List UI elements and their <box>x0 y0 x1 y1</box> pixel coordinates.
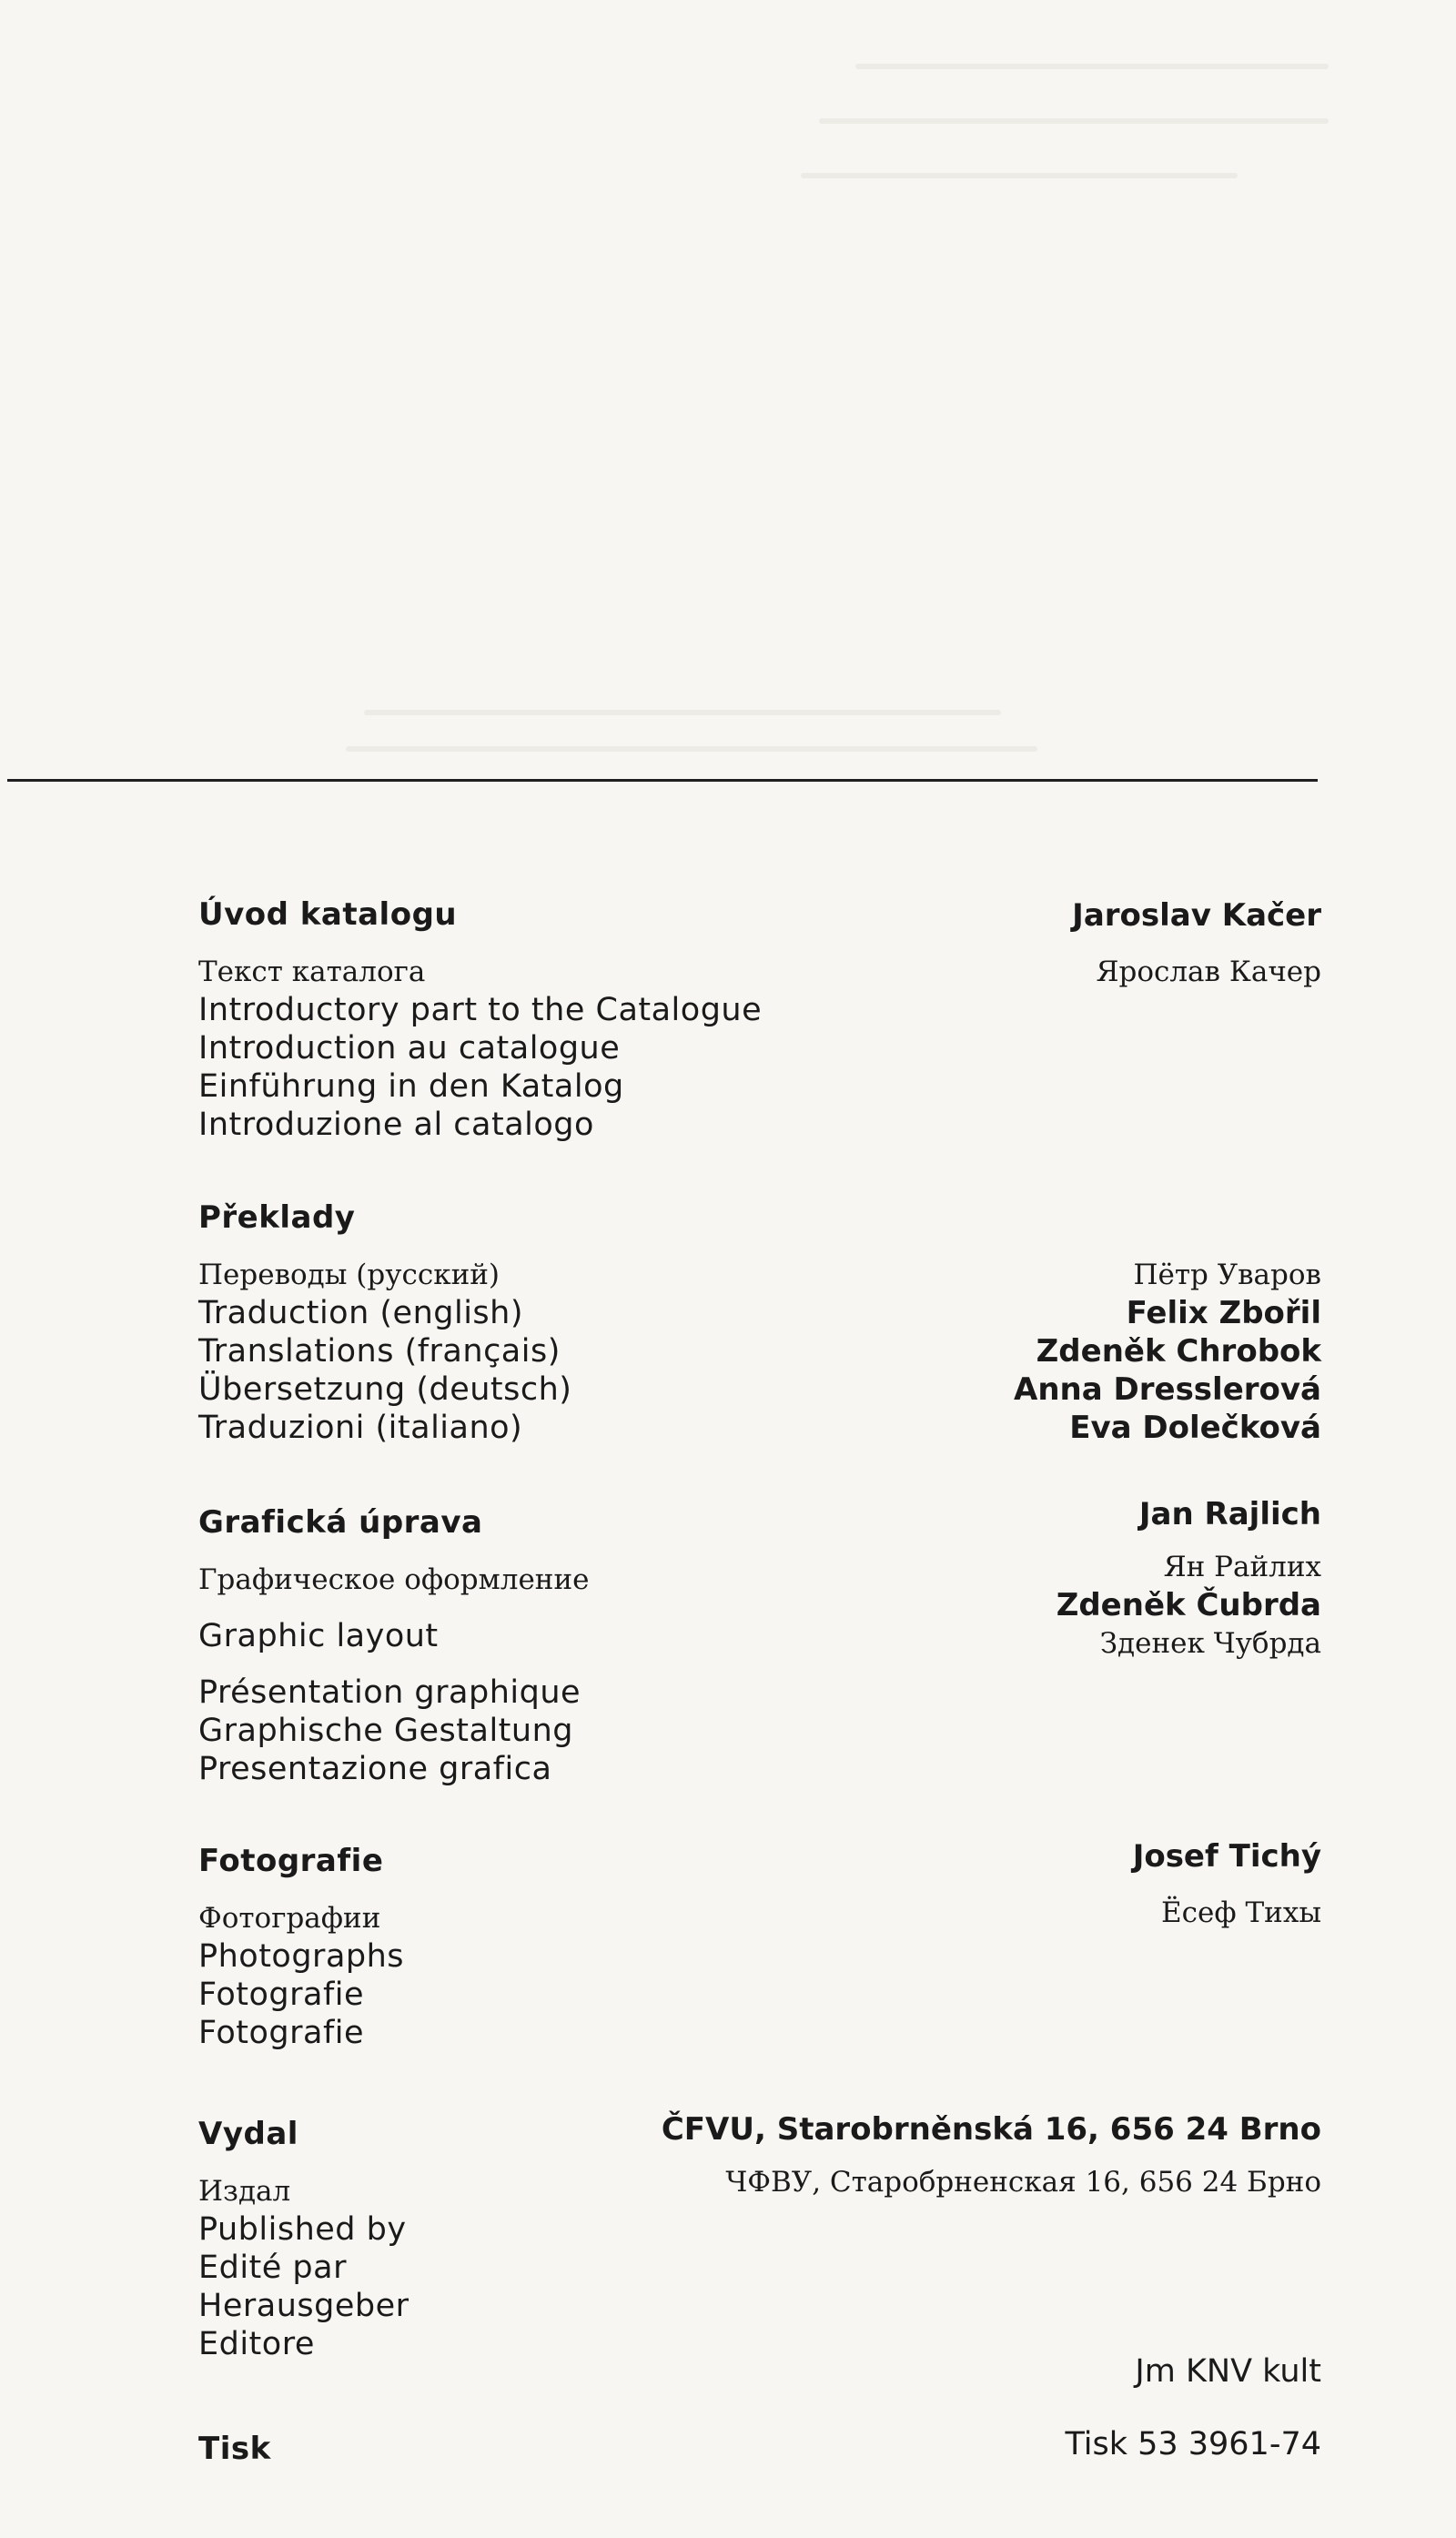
author-name: Jaroslav Kačer <box>1072 897 1321 934</box>
label-en: Published by <box>198 2211 407 2248</box>
photographer-name-ru: Ёсеф Тихы <box>1161 1896 1321 1929</box>
publisher-address: ČFVU, Starobrněnská 16, 656 24 Brno <box>661 2111 1321 2148</box>
label-it: Traduzioni (italiano) <box>198 1410 523 1446</box>
label-de: Graphische Gestaltung <box>198 1713 573 1749</box>
show-through-mark <box>801 173 1238 178</box>
section-graficka-right <box>630 1495 1321 1663</box>
show-through-mark <box>346 746 1037 752</box>
label-ru: Графическое оформление <box>198 1563 590 1596</box>
label-fr: Introduction au catalogue <box>198 1030 621 1067</box>
designer-name-2-ru: Зденек Чубрда <box>1099 1627 1321 1660</box>
print-number: Tisk 53 3961-74 <box>1065 2426 1321 2462</box>
show-through-mark <box>819 118 1329 124</box>
label-de: Herausgeber <box>198 2288 410 2324</box>
label-ru: Издал <box>198 2175 291 2208</box>
publisher-address-ru: ЧФВУ, Старобрненская 16, 656 24 Брно <box>725 2166 1321 2199</box>
printer-name: Jm KNV kult <box>1135 2353 1321 2390</box>
label-ru: Переводы (русский) <box>198 1259 500 1291</box>
author-name-ru: Ярослав Качер <box>1096 956 1321 988</box>
section-uvod-right <box>630 896 1321 991</box>
translator-fr: Zdeněk Chrobok <box>1036 1333 1321 1370</box>
label-fr: Edité par <box>198 2250 347 2286</box>
section-heading: Fotografie <box>198 1843 384 1879</box>
section-fotografie-right <box>630 1837 1321 1932</box>
section-heading: Překlady <box>198 1199 356 1236</box>
section-heading: Grafická úprava <box>198 1504 483 1541</box>
section-heading: Úvod katalogu <box>198 896 458 933</box>
label-ru: Текст каталога <box>198 956 426 988</box>
label-fr: Fotografie <box>198 1977 365 2013</box>
label-it: Introduzione al catalogo <box>198 1107 594 1143</box>
label-it: Fotografie <box>198 2015 365 2051</box>
translator-it: Eva Dolečková <box>1069 1410 1321 1446</box>
label-en: Graphic layout <box>198 1618 439 1654</box>
label-ru: Фотографии <box>198 1902 381 1935</box>
designer-name: Jan Rajlich <box>1138 1496 1321 1532</box>
section-vydal-right <box>630 2110 1321 2201</box>
label-de: Einführung in den Katalog <box>198 1068 624 1105</box>
section-preklady-right <box>630 1256 1321 1447</box>
label-en: Photographs <box>198 1938 405 1975</box>
label-fr: Présentation graphique <box>198 1674 581 1711</box>
translator-de: Anna Dresslerová <box>1014 1371 1321 1408</box>
translator-en: Felix Zbořil <box>1126 1295 1321 1331</box>
show-through-mark <box>364 710 1001 715</box>
translator-ru: Пётр Уваров <box>1133 1259 1321 1291</box>
label-en: Traduction (english) <box>198 1295 523 1331</box>
section-heading: Vydal <box>198 2116 298 2152</box>
label-fr: Translations (français) <box>198 1333 561 1370</box>
section-tisk-right-top <box>630 2352 1321 2391</box>
horizontal-rule <box>7 779 1318 782</box>
label-it: Editore <box>198 2326 315 2362</box>
show-through-mark <box>855 64 1329 69</box>
photographer-name: Josef Tichý <box>1132 1838 1321 1875</box>
label-it: Presentazione grafica <box>198 1751 552 1787</box>
section-tisk-right <box>630 2425 1321 2463</box>
section-heading: Tisk <box>198 2431 271 2467</box>
designer-name-2: Zdeněk Čubrda <box>1056 1587 1321 1623</box>
label-de: Übersetzung (deutsch) <box>198 1371 572 1408</box>
label-en: Introductory part to the Catalogue <box>198 992 763 1028</box>
designer-name-ru: Ян Райлих <box>1163 1551 1321 1583</box>
